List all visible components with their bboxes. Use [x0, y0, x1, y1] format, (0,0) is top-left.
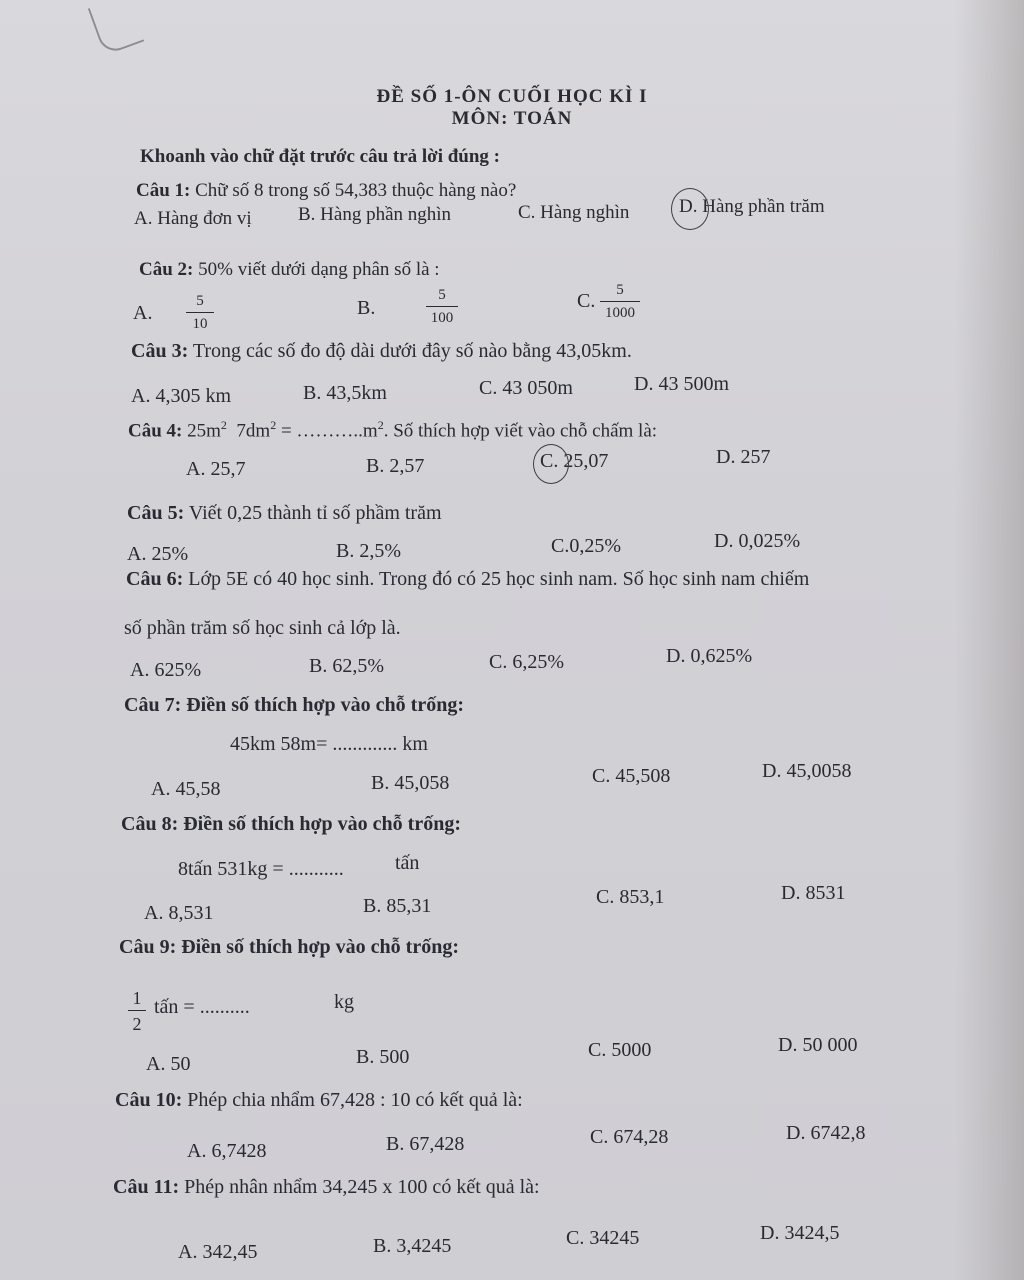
q8-option-a[interactable]: A. 8,531	[144, 902, 214, 924]
q10-option-a[interactable]: A. 6,7428	[187, 1140, 267, 1162]
q6-option-b[interactable]: B. 62,5%	[309, 655, 384, 677]
q1-option-d[interactable]: D. Hàng phần trăm	[679, 196, 825, 217]
q9-option-a[interactable]: A. 50	[146, 1053, 191, 1075]
q9-option-d[interactable]: D. 50 000	[778, 1034, 858, 1056]
q2-a-numerator: 5	[196, 293, 204, 309]
q10-text: Phép chia nhẩm 67,428 : 10 có kết quả là:	[187, 1089, 523, 1111]
q6-option-a[interactable]: A. 625%	[130, 659, 202, 681]
q3-option-a[interactable]: A. 4,305 km	[131, 385, 231, 407]
q10-label: Câu 10:	[115, 1089, 183, 1111]
q2-text: 50% viết dưới dạng phân số là :	[198, 259, 440, 280]
q11-text: Phép nhân nhẩm 34,245 x 100 có kết quả là:	[184, 1176, 540, 1198]
q3-option-b[interactable]: B. 43,5km	[303, 382, 387, 404]
q5-label: Câu 5:	[127, 502, 185, 524]
q9-option-b[interactable]: B. 500	[356, 1046, 410, 1068]
q2-b-numerator: 5	[438, 287, 446, 303]
q2-option-a-fraction[interactable]	[186, 294, 214, 332]
q6-label: Câu 6:	[126, 568, 184, 590]
q2-c-numerator: 5	[616, 282, 624, 298]
q2-question	[139, 259, 440, 281]
q10-option-b[interactable]: B. 67,428	[386, 1133, 465, 1155]
q7-option-d[interactable]: D. 45,0058	[762, 760, 852, 782]
q11-option-d[interactable]: D. 3424,5	[760, 1222, 840, 1244]
q2-b-denominator: 100	[426, 306, 458, 326]
q4-expr-part4: . Số thích hợp viết vào chỗ chấm là:	[383, 420, 658, 442]
q3-text: Trong các số đo độ dài dưới đây số nào bằng 43,05km.	[192, 340, 632, 362]
q1-option-c[interactable]: C. Hàng nghìn	[518, 202, 630, 223]
q5-question	[127, 502, 442, 525]
q4-sup-3: 2	[377, 418, 384, 432]
q5-text: Viết 0,25 thành tỉ số phầm trăm	[188, 502, 442, 524]
instruction: Khoanh vào chữ đặt trước câu trả lời đúng :	[140, 146, 501, 167]
q8-option-d[interactable]: D. 8531	[781, 882, 846, 904]
q11-option-b[interactable]: B. 3,4245	[373, 1235, 452, 1257]
q5-option-c[interactable]: C.0,25%	[551, 535, 621, 557]
q11-option-a[interactable]: A. 342,45	[178, 1241, 258, 1263]
q6-text: Lớp 5E có 40 học sinh. Trong đó có 25 học sinh nam. Số học sinh nam chiếm	[188, 568, 810, 590]
q8-question: Câu 8: Điền số thích hợp vào chỗ trống:	[121, 813, 461, 835]
q4-sup-2: 2	[270, 418, 277, 432]
q4-option-c[interactable]: C. 25,07	[540, 450, 609, 472]
q5-option-b[interactable]: B. 2,5%	[336, 540, 401, 562]
q4-label: Câu 4:	[128, 420, 183, 442]
answer-circle-q1	[671, 188, 709, 230]
q4-option-b[interactable]: B. 2,57	[366, 455, 425, 477]
q8-option-c[interactable]: C. 853,1	[596, 886, 665, 908]
q4-option-a[interactable]: A. 25,7	[186, 458, 246, 480]
q9-question: Câu 9: Điền số thích hợp vào chỗ trống:	[119, 936, 459, 958]
q3-label: Câu 3:	[131, 340, 189, 362]
q9-unit: kg	[334, 991, 354, 1013]
q4-question	[128, 418, 657, 442]
q1-label: Câu 1:	[136, 180, 191, 201]
q1-text: Chữ số 8 trong số 54,383 thuộc hàng nào?	[195, 180, 517, 201]
q9-numerator: 1	[132, 988, 142, 1008]
q4-expr-part3: = ………..m	[280, 420, 378, 442]
q1-question	[136, 180, 516, 202]
q2-c-denominator: 1000	[600, 301, 640, 321]
q9-denominator: 2	[128, 1010, 146, 1033]
q9-expression: tấn = ..........	[154, 996, 250, 1018]
q7-expression: 45km 58m= ............. km	[230, 733, 428, 755]
q7-option-c[interactable]: C. 45,508	[592, 765, 671, 787]
q11-question	[113, 1176, 540, 1199]
q7-option-a[interactable]: A. 45,58	[151, 778, 221, 800]
q11-label: Câu 11:	[113, 1176, 180, 1198]
q6-question-line2: số phần trăm số học sinh cả lớp là.	[124, 617, 401, 639]
q4-option-d[interactable]: D. 257	[716, 446, 771, 468]
q11-option-c[interactable]: C. 34245	[566, 1227, 640, 1249]
q3-option-c[interactable]: C. 43 050m	[479, 377, 573, 399]
q3-option-d[interactable]: D. 43 500m	[634, 373, 729, 395]
q1-option-b[interactable]: B. Hàng phần nghìn	[298, 204, 452, 225]
q5-option-d[interactable]: D. 0,025%	[714, 530, 801, 552]
answer-circle-q4	[533, 444, 569, 484]
q2-label: Câu 2:	[139, 259, 194, 280]
q6-option-d[interactable]: D. 0,625%	[666, 645, 753, 667]
q7-question: Câu 7: Điền số thích hợp vào chỗ trống:	[124, 694, 464, 716]
q4-sup-1: 2	[220, 418, 227, 432]
q10-option-c[interactable]: C. 674,28	[590, 1126, 669, 1148]
q4-expr-part1: 25m	[187, 420, 221, 442]
q8-expression: 8tấn 531kg = ...........	[178, 858, 344, 880]
q1-option-a[interactable]: A. Hàng đơn vị	[134, 208, 252, 229]
q2-option-b-fraction[interactable]	[426, 288, 458, 326]
q7-option-b[interactable]: B. 45,058	[371, 772, 450, 794]
q2-option-c-letter[interactable]: C.	[577, 290, 596, 312]
q8-option-b[interactable]: B. 85,31	[363, 895, 432, 917]
q5-option-a[interactable]: A. 25%	[127, 543, 189, 565]
q2-a-denominator: 10	[186, 312, 214, 332]
q9-option-c[interactable]: C. 5000	[588, 1039, 652, 1061]
q9-fraction	[128, 989, 146, 1033]
q10-option-d[interactable]: D. 6742,8	[786, 1122, 866, 1144]
exam-subject: MÔN: TOÁN	[451, 108, 573, 129]
q6-question	[126, 568, 809, 591]
q2-option-a-letter[interactable]: A.	[133, 302, 153, 324]
q4-expr-part2: 7dm	[236, 420, 271, 442]
q8-unit: tấn	[395, 852, 420, 874]
paper-shadow	[954, 0, 1024, 1280]
exam-title: ĐỀ SỐ 1-ÔN CUỐI HỌC KÌ I	[376, 86, 648, 107]
q6-option-c[interactable]: C. 6,25%	[489, 651, 564, 673]
q10-question	[115, 1089, 523, 1112]
q2-option-b-letter[interactable]: B.	[357, 297, 376, 319]
q2-option-c-fraction[interactable]	[600, 283, 640, 321]
q3-question	[131, 340, 632, 363]
